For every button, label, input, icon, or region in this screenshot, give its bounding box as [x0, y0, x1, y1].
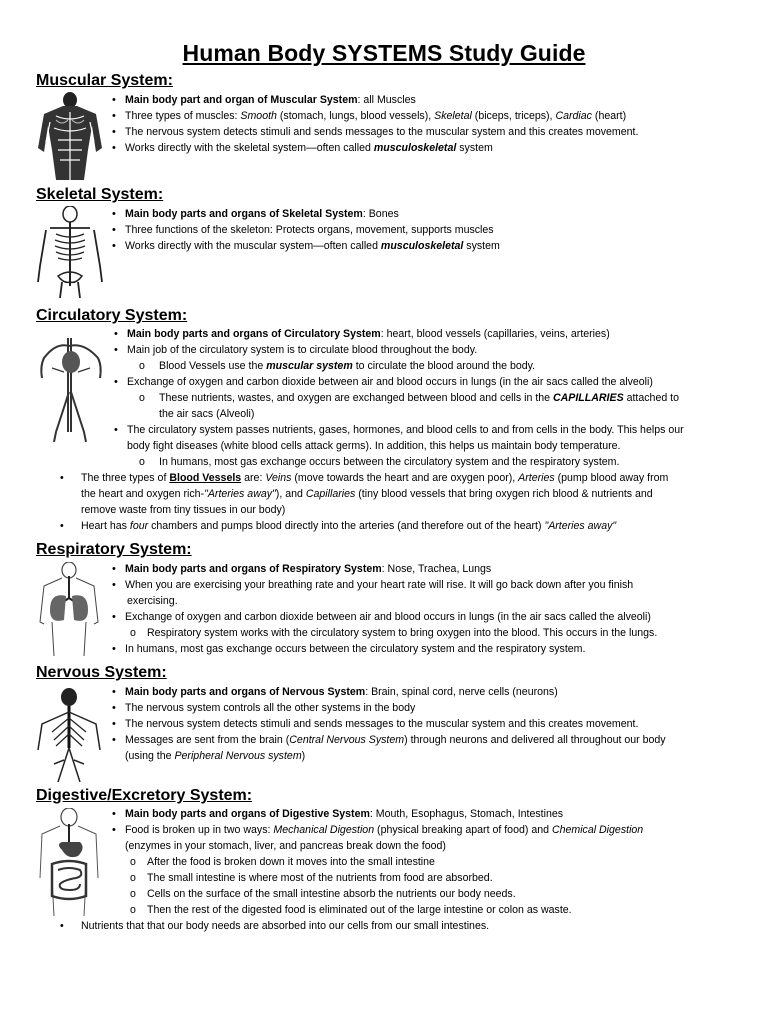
- muscular-heading: Muscular System:: [36, 72, 173, 89]
- list-item: o Blood Vessels use the muscular system to circulate the blood around the body.: [114, 358, 734, 374]
- list-item: • Exchange of oxygen and carbon dioxide between air and blood occurs in lungs (in the air sacs called the alveoli): [114, 374, 734, 390]
- nervous-heading: Nervous System:: [36, 664, 167, 681]
- list-item: o In humans, most gas exchange occurs between the circulatory system and the respiratory system.: [114, 454, 734, 470]
- list-item: o Then the rest of the digested food is eliminated out of the large intestine or colon as waste.: [112, 902, 732, 918]
- list-item: • In humans, most gas exchange occurs between the circulatory system and the respiratory system.: [112, 641, 732, 657]
- digestive-list: [112, 806, 732, 918]
- list-item: • Works directly with the muscular system—often called musculoskeletal system: [112, 238, 712, 254]
- list-item: o Cells on the surface of the small intestine absorb the nutrients our body needs.: [112, 886, 732, 902]
- skeletal-section: [36, 186, 736, 204]
- list-item: • Food is broken up in two ways: Mechanical Digestion (physical breaking apart of food) and Chemical Digestion (enzymes in your stomach, liver, and pancreas break down the food): [112, 822, 732, 854]
- skeleton-figure-icon: [36, 206, 104, 298]
- page-title: Human Body SYSTEMS Study Guide: [182, 40, 586, 66]
- list-item: o These nutrients, wastes, and oxygen are exchanged between blood and cells in the CAPILLARIES attached to the air sacs (Alveoli): [114, 390, 734, 422]
- list-item: • Main body parts and organs of Circulatory System: heart, blood vessels (capillaries, veins, arteries): [114, 326, 734, 342]
- list-item: • Three functions of the skeleton: Protects organs, movement, supports muscles: [112, 222, 712, 238]
- list-item: • The nervous system detects stimuli and sends messages to the muscular system and this creates movement.: [112, 124, 712, 140]
- list-item: • The nervous system controls all the other systems in the body: [112, 700, 732, 716]
- muscular-section: [36, 72, 736, 90]
- digestive-figure-icon: [36, 808, 102, 916]
- list-item: • Main job of the circulatory system is to circulate blood throughout the body.: [114, 342, 734, 358]
- digestive-section: [36, 787, 736, 805]
- list-item: • The circulatory system passes nutrients, gases, hormones, and blood cells to and from cells in the body. This helps our body fight diseases (white blood cells attack germs). In addition, this helps us maintain body temperature.: [114, 422, 734, 454]
- skeletal-heading: Skeletal System:: [36, 186, 164, 203]
- list-item: • Main body parts and organs of Nervous System: Brain, spinal cord, nerve cells (neurons): [112, 684, 732, 700]
- respiratory-heading: Respiratory System:: [36, 541, 192, 558]
- circulatory-list: [114, 326, 734, 470]
- respiratory-section: [36, 541, 736, 559]
- circulatory-section: [36, 307, 736, 325]
- list-item: • The three types of Blood Vessels are: Veins (move towards the heart and are oxygen poor), Arteries (pump blood away from the heart and oxygen rich-"Arteries away"), and Capillaries (tiny blood vessels that bring oxygen rich blood & nutrients and remove waste from tiny tissues in our body): [60, 470, 710, 518]
- list-item: • Works directly with the skeletal system—often called musculoskeletal system: [112, 140, 712, 156]
- circulatory-heading: Circulatory System:: [36, 307, 188, 324]
- list-item: • Three types of muscles: Smooth (stomach, lungs, blood vessels), Skeletal (biceps, triceps), Cardiac (heart): [112, 108, 712, 124]
- circulatory-outer-list: [60, 470, 710, 534]
- list-item: • When you are exercising your breathing rate and your heart rate will rise. It will go back down after you finish exercising.: [112, 577, 732, 609]
- nervous-section: [36, 664, 736, 682]
- list-item: o Respiratory system works with the circulatory system to bring oxygen into the blood. This occurs in the lungs.: [112, 625, 732, 641]
- list-item: • Messages are sent from the brain (Central Nervous System) through neurons and delivered all throughout our body (using the Peripheral Nervous system): [112, 732, 732, 764]
- digestive-heading: Digestive/Excretory System:: [36, 787, 253, 804]
- nervous-figure-icon: [36, 688, 102, 782]
- list-item: o After the food is broken down it moves into the small intestine: [112, 854, 732, 870]
- list-item: • Heart has four chambers and pumps blood directly into the arteries (and therefore out of the heart) "Arteries away": [60, 518, 710, 534]
- skeletal-list: [112, 206, 712, 254]
- list-item: • Main body parts and organs of Digestive System: Mouth, Esophagus, Stomach, Intestines: [112, 806, 732, 822]
- respiratory-list: [112, 561, 732, 657]
- circulatory-figure-icon: [38, 332, 104, 442]
- digestive-outer-list: [60, 918, 710, 934]
- list-item: • Main body part and organ of Muscular System: all Muscles: [112, 92, 712, 108]
- list-item: o The small intestine is where most of the nutrients from food are absorbed.: [112, 870, 732, 886]
- list-item: • Nutrients that that our body needs are absorbed into our cells from our small intestines.: [60, 918, 710, 934]
- list-item: • Main body parts and organs of Respiratory System: Nose, Trachea, Lungs: [112, 561, 732, 577]
- muscular-figure-icon: [36, 92, 104, 180]
- muscular-list: [112, 92, 712, 156]
- respiratory-figure-icon: [36, 562, 102, 656]
- nervous-list: [112, 684, 732, 764]
- list-item: • Exchange of oxygen and carbon dioxide between air and blood occurs in lungs (in the air sacs called the alveoli): [112, 609, 732, 625]
- list-item: • The nervous system detects stimuli and sends messages to the muscular system and this creates movement.: [112, 716, 732, 732]
- list-item: • Main body parts and organs of Skeletal System: Bones: [112, 206, 712, 222]
